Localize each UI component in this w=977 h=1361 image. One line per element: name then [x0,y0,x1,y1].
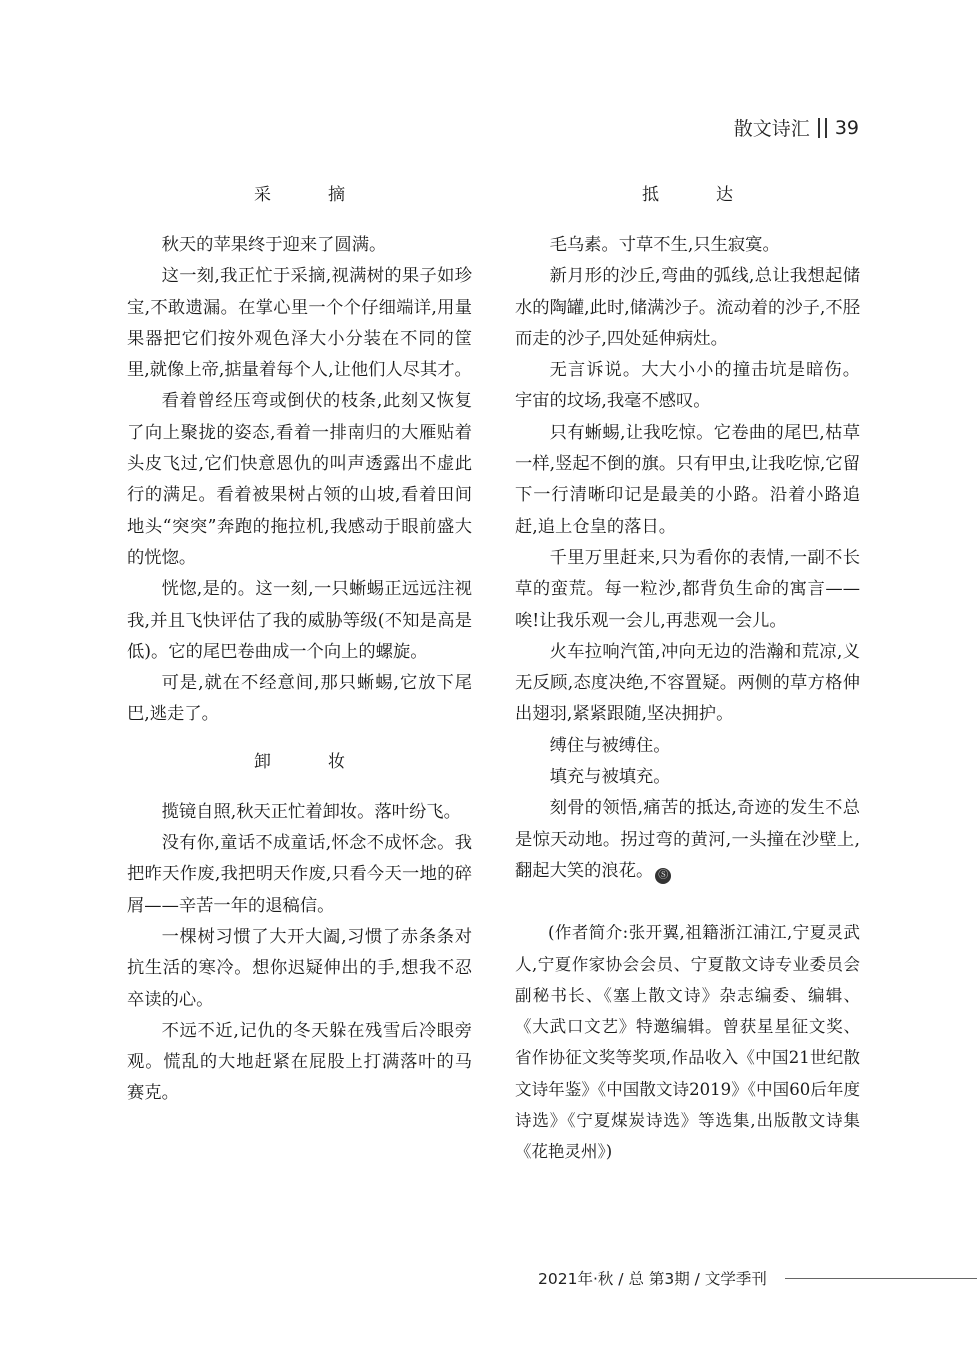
paragraph: 不远不近,记仇的冬天躲在残雪后冷眼旁观。慌乱的大地赶紧在屁股上打满落叶的马赛克。 [127,1020,472,1104]
paragraph: 新月形的沙丘,弯曲的弧线,总让我想起储水的陶罐,此时,储满沙子。流动着的沙子,不胫而走的沙子,四处延伸病灶。 [515,266,860,349]
paragraph: 看着曾经压弯或倒伏的枝条,此刻又恢复了向上聚拢的姿态,看着一排南归的大雁贴着头皮飞过,它们快意恩仇的叫声透露出不虚此行的满足。看着被果树占领的山坡,看着田间地头“突突”奔跑的拖拉机,我感动于眼前盛大的恍惚。 [127,391,472,568]
poem-title-caizhai: 采 摘 [254,185,365,205]
page-number: 39 [834,116,859,139]
paragraph: 只有蜥蜴,让我吃惊。它卷曲的尾巴,枯草一样,竖起不倒的旗。只有甲虫,让我吃惊,它留下一行清晰印记是最美的小路。沿着小路追赶,追上仓皇的落日。 [515,422,860,537]
paragraph: 恍惚,是的。这一刻,一只蜥蜴正远远注视我,并且飞快评估了我的威胁等级(不知是高是低)。它的尾巴卷曲成一个向上的螺旋。 [127,579,472,662]
author-bio-block [515,917,860,1167]
paragraph: 无言诉说。大大小小的撞击坑是暗伤。宇宙的坟场,我毫不感叹。 [515,360,860,412]
paragraph-last [515,793,860,887]
header-separator [818,118,827,138]
paragraph: 秋天的苹果终于迎来了圆满。 [161,235,387,255]
section-name: 散文诗汇 [733,118,810,140]
paragraph: 千里万里赶来,只为看你的表情,一副不长草的蛮荒。每一粒沙,都背负生命的寓言——唉!让我乐观一会儿,再悲观一会儿。 [515,547,860,631]
end-mark-icon: Ⓢ [655,868,671,884]
paragraph: 填充与被填充。 [549,767,671,788]
poem-title-dida: 抵 达 [642,185,753,205]
issue-info: 2021年·秋 / 总 第3期 / 文学季刊 [538,1270,767,1288]
paragraph: 这一刻,我正忙于采摘,视满树的果子如珍宝,不敢遗漏。在掌心里一个个仔细端详,用量果器把它们按外观色泽大小分装在不同的筐里,就像上帝,掂量着每个人,让他们人尽其才。 [127,266,472,381]
page-header [734,114,859,141]
paragraph: 火车拉响汽笛,冲向无边的浩瀚和荒凉,义无反顾,态度决绝,不容置疑。两侧的草方格伸出翅羽,紧紧跟随,坚决拥护。 [515,641,860,725]
paragraph: 没有你,童话不成童话,怀念不成怀念。我把昨天作废,我把明天作废,只看今天一地的碎屑——辛苦一年的退稿信。 [127,833,472,916]
footer-rule [785,1278,977,1279]
paragraph: 可是,就在不经意间,那只蜥蜴,它放下尾巴,逃走了。 [127,673,472,725]
paragraph: 一棵树习惯了大开大阖,习惯了赤条条对抗生活的寒冷。想你迟疑伸出的手,想我不忍卒读的心。 [127,926,472,1010]
page-footer [538,1267,977,1289]
paragraph: 缚住与被缚住。 [549,735,671,756]
paragraph: 毛乌素。寸草不生,只生寂寞。 [549,235,780,255]
poem-title-xiezhuang: 卸 妆 [254,751,365,772]
left-column [127,180,472,1110]
paragraph: 揽镜自照,秋天正忙着卸妆。落叶纷飞。 [161,801,461,822]
paragraph-text: 刻骨的领悟,痛苦的抵达,奇迹的发生不总是惊天动地。拐过弯的黄河,一头撞在沙壁上,翻起大笑的浪花。 [515,798,860,881]
author-bio: (作者简介:张开翼,祖籍浙江浦江,宁夏灵武人,宁夏作家协会会员、宁夏散文诗专业委员会副秘书长、《塞上散文诗》杂志编委、编辑、《大武口文艺》特邀编辑。曾获星星征文奖、省作协征文奖等奖项,作品收入《中国21世纪散文诗年鉴》《中国散文诗2019》《中国60后年度诗选》《宁夏煤炭诗选》等选集,出版散文诗集《花艳灵州》) [515,923,860,1162]
right-column [515,180,860,1168]
